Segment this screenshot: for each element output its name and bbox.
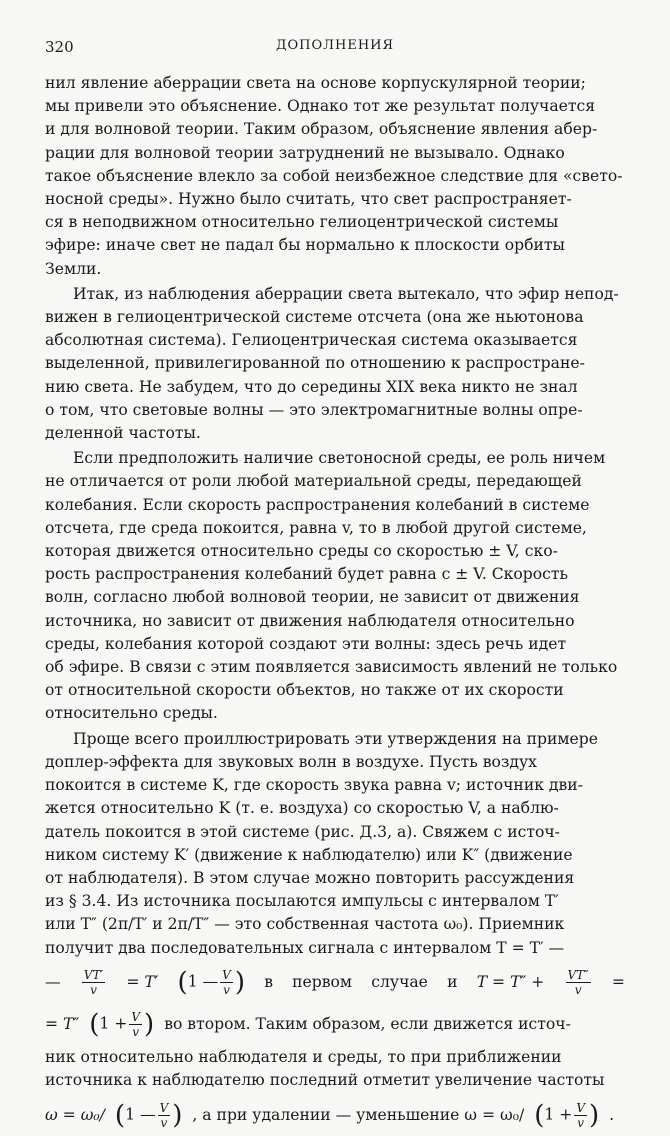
- fraction-denominator: v: [223, 983, 230, 998]
- fraction-numerator: V: [159, 1100, 169, 1115]
- word-v: в: [264, 973, 273, 992]
- fraction-numerator: VT″: [567, 968, 589, 983]
- text-line: носной среды». Нужно было считать, что свет распространяет-: [45, 190, 572, 209]
- body-text: [45, 72, 625, 1136]
- fraction-v-over-v: [574, 1101, 587, 1130]
- formula-equals-t-prime: = T′: [126, 973, 159, 992]
- text-line: колебания. Если скорость распространения колебаний в системе: [45, 495, 590, 514]
- text-line: мы привели это объяснение. Однако тот же результат получается: [45, 97, 596, 116]
- text-line: которая движется относительно среды со скоростью ± V, ско-: [45, 542, 558, 561]
- paren-inner: 1 +: [99, 1014, 128, 1033]
- text-line: отсчета, где среда покоится, равна v, то в любой другой системе,: [45, 518, 587, 537]
- formula-line-3: [45, 1094, 625, 1136]
- fraction-numerator: V: [222, 968, 231, 983]
- text-line: Если предположить наличие светоносной среды, ее роль ничем: [73, 449, 606, 468]
- fraction-numerator: VT′: [83, 968, 104, 983]
- text-line: из § 3.4. Из источника посылаются импульсы с интервалом T′: [45, 892, 559, 911]
- word-case: случае: [371, 973, 428, 992]
- formula-line-1: [45, 962, 625, 1004]
- fraction-denominator: v: [577, 1115, 585, 1130]
- paren-group-1: (1 — $\frac{V}{v}$ ): [177, 967, 245, 998]
- fraction-v-over-v: [158, 1101, 171, 1130]
- text-line: ник относительно наблюдателя и среды, то при приближении: [45, 1047, 562, 1066]
- fraction-v-over-v: [129, 1010, 142, 1039]
- formula-line-text: во втором. Таким образом, если движется источ-: [164, 1015, 571, 1034]
- text-line: датель покоится в этой системе (рис. Д.3, а). Свяжем с источ-: [45, 822, 560, 841]
- text-line: абсолютная система). Гелиоцентрическая система оказывается: [45, 331, 578, 350]
- text-line: источника к наблюдателю последний отметит увеличение частоты: [45, 1070, 605, 1089]
- text-line: или T″ (2π/T′ и 2π/T″ — это собственная частота ω₀). Приемник: [45, 915, 565, 934]
- text-line: жется относительно K (т. е. воздуха) со скоростью V, а наблю-: [45, 799, 559, 818]
- formula-end: .: [609, 1105, 615, 1124]
- running-head: ДОПОЛНЕНИЯ: [275, 38, 395, 53]
- formula-t-double-prime: = T″: [45, 1015, 80, 1034]
- text-line: Проще всего проиллюстрировать эти утверждения на примере: [73, 729, 598, 748]
- paragraph: [45, 283, 625, 445]
- text-line: покоится в системе K, где скорость звука равна v; источник дви-: [45, 776, 583, 795]
- text-line: среды, колебания которой создают эти волны: здесь речь идет: [45, 634, 567, 653]
- text-line: получит два последовательных сигнала с интервалом T = T′ —: [45, 938, 565, 957]
- fraction-denominator: v: [574, 983, 582, 998]
- paren-group-3: (1 — $\frac{V}{v}$ ): [114, 1100, 183, 1131]
- text-line: нил явление аберрации света на основе корпускулярной теории;: [45, 74, 586, 92]
- text-line: от относительной скорости объектов, но также от их скорости: [45, 681, 564, 700]
- text-line: относительно среды.: [45, 704, 218, 723]
- text-line: Итак, из наблюдения аберрации света вытекало, что эфир непод-: [73, 284, 619, 303]
- formula-omega-lhs: ω = ω₀/: [45, 1105, 105, 1124]
- fraction-denominator: v: [132, 1025, 140, 1040]
- paragraph: [45, 447, 625, 725]
- text-line: ся в неподвижном относительно гелиоцентрической системы: [45, 213, 559, 232]
- text-line: не отличается от роли любой материальной среды, передающей: [45, 472, 582, 491]
- text-line: доплер-эффекта для звуковых волн в воздухе. Пусть воздух: [45, 752, 537, 771]
- page-number: 320: [45, 38, 74, 56]
- formula-dash: —: [45, 973, 61, 992]
- paren-inner: 1 +: [544, 1105, 573, 1124]
- word-and: и: [447, 973, 458, 992]
- paren-inner: 1 —: [125, 1105, 156, 1124]
- fraction-v-over-v: [220, 968, 233, 997]
- text-line: от наблюдателя). В этом случае можно повторить рассуждения: [45, 868, 575, 887]
- text-line: выделенной, привилегированной по отношению к распростране-: [45, 354, 585, 373]
- text-line: рации для волновой теории затруднений не вызывало. Однако: [45, 143, 565, 162]
- text-line: ником систему K′ (движение к наблюдателю) или K″ (движение: [45, 845, 573, 864]
- formula-line-2: [45, 1004, 625, 1046]
- paragraph-tail: [45, 1046, 625, 1092]
- text-line: об эфире. В связи с этим появляется зависимость явлений не только: [45, 658, 618, 677]
- text-line: такое объяснение влекло за собой неизбежное следствие для «свето-: [45, 166, 623, 185]
- fraction-numerator: V: [576, 1100, 585, 1115]
- paragraphs: [45, 72, 625, 960]
- formula-t-equals: T = T″ +: [476, 973, 545, 992]
- page-header: [45, 38, 625, 60]
- fraction-denominator: v: [90, 983, 97, 998]
- text-line: и для волновой теории. Таким образом, объяснение явления абер-: [45, 120, 598, 139]
- text-line: о том, что световые волны — это электромагнитные волны опре-: [45, 400, 583, 419]
- fraction-vt-double-prime: [566, 968, 591, 997]
- fraction-vt-prime: [82, 968, 105, 997]
- text-line: Земли.: [45, 259, 102, 278]
- text-line: нию света. Не забудем, что до середины XIX века никто не знал: [45, 377, 578, 396]
- fraction-numerator: V: [131, 1010, 141, 1025]
- paragraph: [45, 728, 625, 960]
- formula-mid-text: , а при удалении — уменьшение ω = ω₀/: [192, 1105, 525, 1124]
- text-line: источника, но зависит от движения наблюдателя относительно: [45, 611, 575, 630]
- word-first: первом: [292, 973, 353, 992]
- text-line: эфире: иначе свет не падал бы нормально к плоскости орбиты: [45, 236, 565, 255]
- text-line: деленной частоты.: [45, 424, 201, 443]
- formula-tail: =: [611, 973, 625, 992]
- text-line: рость распространения колебаний будет равна c ± V. Скорость: [45, 565, 569, 584]
- paren-group-2: (1 + $\frac{V}{v}$ ): [89, 1009, 155, 1040]
- paren-inner: 1 —: [187, 972, 219, 991]
- paren-group-4: (1 + $\frac{V}{v}$ ): [534, 1100, 600, 1131]
- text-line: вижен в гелиоцентрической системе отсчета (она же ньютонова: [45, 308, 584, 327]
- paragraph: [45, 72, 625, 281]
- text-line: волн, согласно любой волновой теории, не зависит от движения: [45, 588, 580, 607]
- fraction-denominator: v: [160, 1115, 168, 1130]
